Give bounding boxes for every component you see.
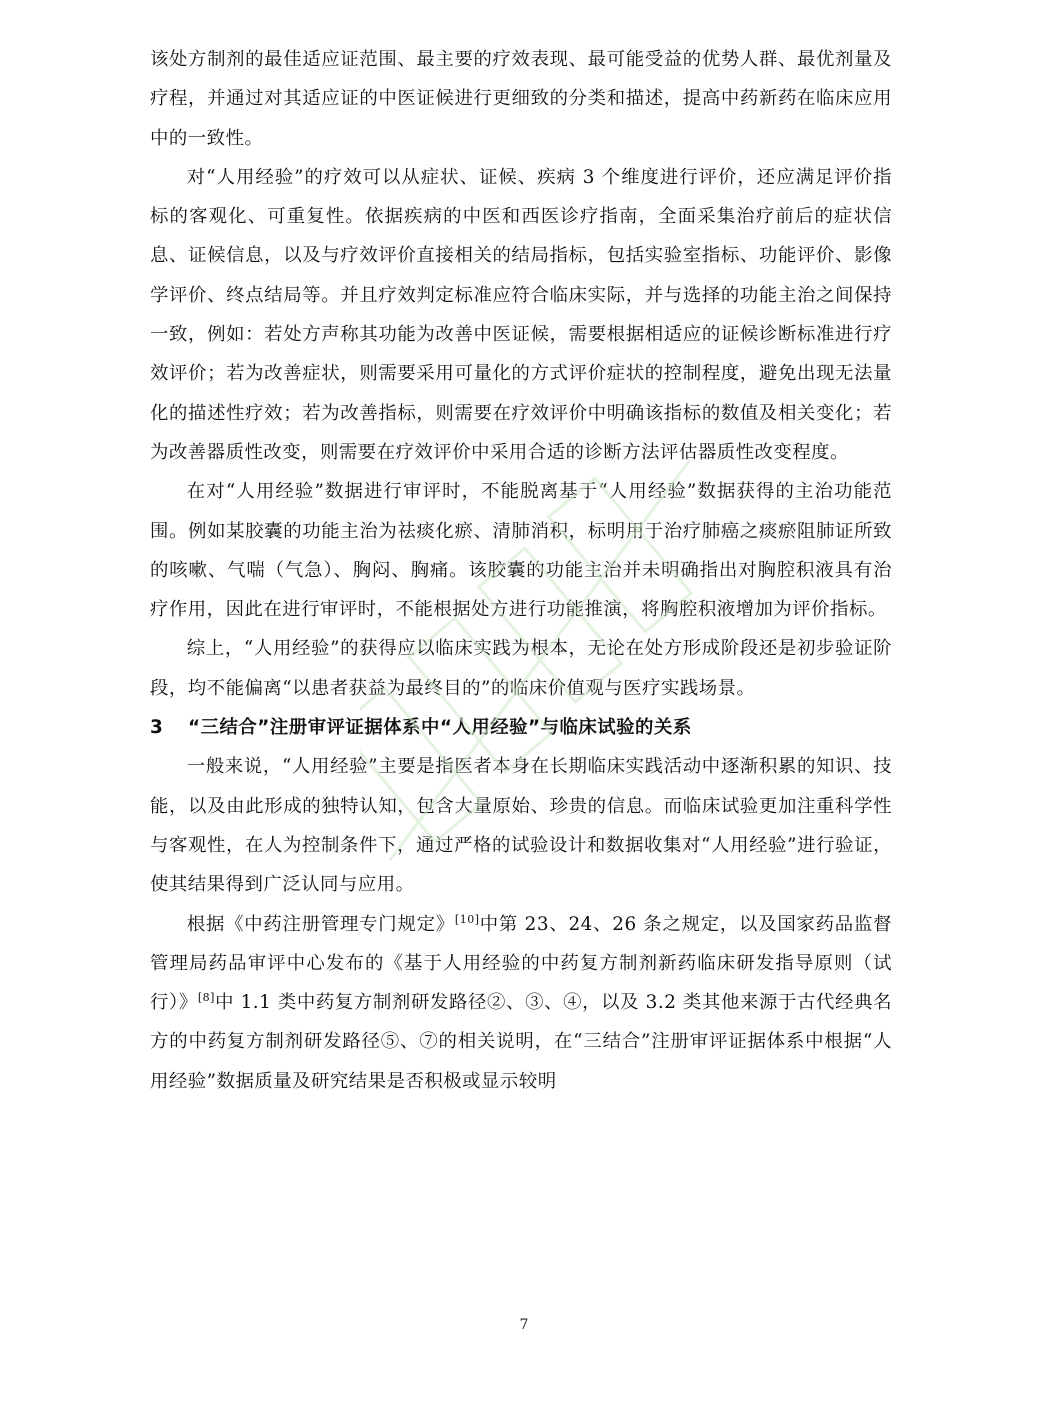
section-number: 3 xyxy=(150,717,164,739)
paragraph-efficacy-evaluation: 对“人用经验”的疗效可以从症状、证候、疾病 3 个维度进行评价，还应满足评价指标的客观化、可重复性。依据疾病的中医和西医诊疗指南，全面采集治疗前后的症状信息、证候信息，以及与疗效评价直接相关的结局指标，包括实验室指标、功能评价、影像学评价、终点结局等。并且疗效判定标准应符合临床实际，并与选择的功能主治之间保持一致，例如：若处方声称其功能为改善中医证候，需要根据相适应的证候诊断标准进行疗效评价；若为改善症状，则需要采用可量化的方式评价症状的控制程度，避免出现无法量化的描述性疗效；若为改善指标，则需要在疗效评价中明确该指标的数值及相关变化；若为改善器质性改变，则需要在疗效评价中采用合适的诊断方法评估器质性改变程度。 xyxy=(150,166,892,463)
section-title: “三结合”注册审评证据体系中“人用经验”与临床试验的关系 xyxy=(188,717,692,739)
paragraph-review-scope: 在对“人用经验”数据进行审评时，不能脱离基于“人用经验”数据获得的主治功能范围。例如某胶囊的功能主治为祛痰化瘀、清肺消积，标明用于治疗肺癌之痰瘀阻肺证所致的咳嗽、气喘（气急）、胸闷、胸痛。该胶囊的功能主治并未明确指出对胸腔积液具有治疗作用，因此在进行审评时，不能根据处方进行功能推演，将胸腔积液增加为评价指标。 xyxy=(150,481,892,621)
section-heading xyxy=(150,708,892,747)
citation-ref-10: [10] xyxy=(454,912,480,926)
paragraph-regulation-basis xyxy=(150,905,892,1101)
paragraph-text-part-2: 中第 23、24、26 条之规定，以及国家药品监督管理局药品审评中心发布的《基于人用经验的中药复方制剂新药临床研发指导原则（试行）》 xyxy=(150,913,892,1014)
paragraph-text-part-3: 中 1.1 类中药复方制剂研发路径②、③、④，以及 3.2 类其他来源于古代经典名方的中药复方制剂研发路径⑤、⑦的相关说明，在“三结合”注册审评证据体系中根据“人用经验”数据质量及研究结果是否积极或显示较明 xyxy=(150,992,892,1092)
paragraph-text-part-1: 根据《中药注册管理专门规定》 xyxy=(186,913,455,935)
body-text xyxy=(150,40,892,1101)
page-number: 7 xyxy=(519,1317,529,1333)
paragraph-experience-vs-trial: 一般来说，“人用经验”主要是指医者本身在长期临床实践活动中逐渐积累的知识、技能，以及由此形成的独特认知，包含大量原始、珍贵的信息。而临床试验更加注重科学性与客观性，在人为控制条件下，通过严格的试验设计和数据收集对“人用经验”进行验证，使其结果得到广泛认同与应用。 xyxy=(150,756,892,896)
paragraph-summary: 综上，“人用经验”的获得应以临床实践为根本，无论在处方形成阶段还是初步验证阶段，均不能偏离“以患者获益为最终目的”的临床价值观与医疗实践场景。 xyxy=(150,638,892,699)
citation-ref-8: [8] xyxy=(197,991,215,1005)
paragraph-continued: 该处方制剂的最佳适应证范围、最主要的疗效表现、最可能受益的优势人群、最优剂量及疗程，并通过对其适应证的中医证候进行更细致的分类和描述，提高中药新药在临床应用中的一致性。 xyxy=(150,49,892,149)
